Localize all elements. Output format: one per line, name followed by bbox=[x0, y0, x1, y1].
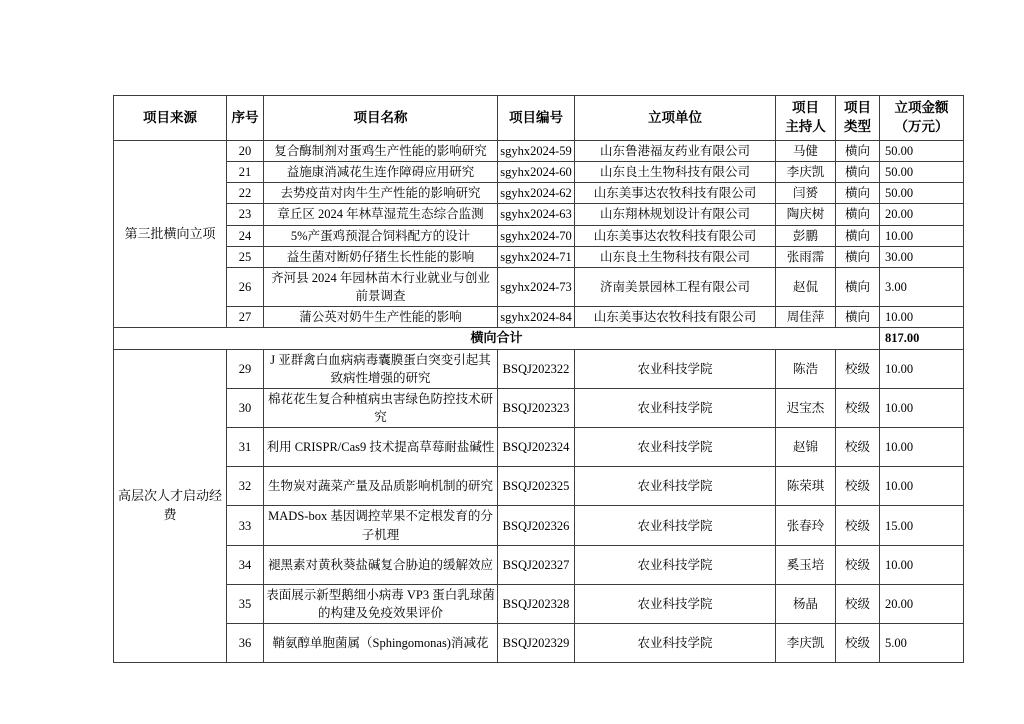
project-type-cell: 横向 bbox=[836, 225, 880, 246]
project-code-cell: sgyhx2024-63 bbox=[498, 204, 575, 225]
project-type-cell: 校级 bbox=[836, 389, 880, 428]
serial-number-cell: 22 bbox=[227, 183, 264, 204]
table-body bbox=[114, 141, 964, 663]
serial-number-cell: 31 bbox=[227, 428, 264, 467]
table-row bbox=[114, 267, 964, 306]
project-leader-cell: 奚玉培 bbox=[776, 545, 836, 584]
approving-unit-cell: 农业科技学院 bbox=[575, 428, 776, 467]
approving-unit-cell: 农业科技学院 bbox=[575, 389, 776, 428]
summary-amount: 817.00 bbox=[880, 328, 964, 350]
approving-unit-cell: 农业科技学院 bbox=[575, 467, 776, 506]
funding-amount-cell: 10.00 bbox=[880, 349, 964, 388]
project-type-cell: 横向 bbox=[836, 204, 880, 225]
funding-amount-cell: 5.00 bbox=[880, 623, 964, 662]
project-type-cell: 横向 bbox=[836, 162, 880, 183]
project-leader-cell: 李庆凯 bbox=[776, 623, 836, 662]
project-name-cell: 鞘氨醇单胞菌属（Sphingomonas)消减花 bbox=[264, 623, 498, 662]
project-name-cell: 棉花花生复合种植病虫害绿色防控技术研究 bbox=[264, 389, 498, 428]
header-row bbox=[114, 96, 964, 141]
header-approving-unit: 立项单位 bbox=[575, 96, 776, 141]
table-row bbox=[114, 506, 964, 545]
project-code-cell: BSQJ202325 bbox=[498, 467, 575, 506]
project-code-cell: BSQJ202327 bbox=[498, 545, 575, 584]
serial-number-cell: 26 bbox=[227, 267, 264, 306]
project-leader-cell: 陶庆树 bbox=[776, 204, 836, 225]
project-type-cell: 校级 bbox=[836, 623, 880, 662]
project-type-cell: 横向 bbox=[836, 307, 880, 328]
funding-amount-cell: 10.00 bbox=[880, 467, 964, 506]
project-code-cell: BSQJ202322 bbox=[498, 349, 575, 388]
table-row bbox=[114, 467, 964, 506]
table-row bbox=[114, 349, 964, 388]
approving-unit-cell: 山东良土生物科技有限公司 bbox=[575, 246, 776, 267]
project-type-cell: 横向 bbox=[836, 183, 880, 204]
project-type-cell: 校级 bbox=[836, 506, 880, 545]
header-project-source: 项目来源 bbox=[114, 96, 227, 141]
serial-number-cell: 36 bbox=[227, 623, 264, 662]
header-project-leader: 项目 主持人 bbox=[776, 96, 836, 141]
header-project-code: 项目编号 bbox=[498, 96, 575, 141]
approving-unit-cell: 山东鲁港福友药业有限公司 bbox=[575, 141, 776, 162]
project-leader-cell: 张春玲 bbox=[776, 506, 836, 545]
project-code-cell: BSQJ202326 bbox=[498, 506, 575, 545]
table-row bbox=[114, 307, 964, 328]
project-code-cell: sgyhx2024-73 bbox=[498, 267, 575, 306]
funding-amount-cell: 50.00 bbox=[880, 162, 964, 183]
project-source-cell: 第三批横向立项 bbox=[114, 141, 227, 328]
serial-number-cell: 20 bbox=[227, 141, 264, 162]
header-project-name: 项目名称 bbox=[264, 96, 498, 141]
serial-number-cell: 27 bbox=[227, 307, 264, 328]
project-type-cell: 横向 bbox=[836, 246, 880, 267]
approving-unit-cell: 山东美事达农牧科技有限公司 bbox=[575, 225, 776, 246]
project-type-cell: 校级 bbox=[836, 428, 880, 467]
project-leader-cell: 迟宝杰 bbox=[776, 389, 836, 428]
header-project-type: 项目 类型 bbox=[836, 96, 880, 141]
approving-unit-cell: 山东美事达农牧科技有限公司 bbox=[575, 307, 776, 328]
header-funding-amount: 立项金额 （万元） bbox=[880, 96, 964, 141]
serial-number-cell: 34 bbox=[227, 545, 264, 584]
project-leader-cell: 李庆凯 bbox=[776, 162, 836, 183]
table-row bbox=[114, 545, 964, 584]
approving-unit-cell: 济南美景园林工程有限公司 bbox=[575, 267, 776, 306]
funding-amount-cell: 10.00 bbox=[880, 307, 964, 328]
project-leader-cell: 杨晶 bbox=[776, 584, 836, 623]
project-source-cell: 高层次人才启动经费 bbox=[114, 349, 227, 662]
table-row bbox=[114, 183, 964, 204]
project-leader-cell: 闫赟 bbox=[776, 183, 836, 204]
funding-amount-cell: 50.00 bbox=[880, 141, 964, 162]
project-leader-cell: 马健 bbox=[776, 141, 836, 162]
approving-unit-cell: 农业科技学院 bbox=[575, 506, 776, 545]
project-code-cell: BSQJ202324 bbox=[498, 428, 575, 467]
projects-table bbox=[113, 95, 964, 663]
project-leader-cell: 陈浩 bbox=[776, 349, 836, 388]
project-leader-cell: 赵锦 bbox=[776, 428, 836, 467]
serial-number-cell: 23 bbox=[227, 204, 264, 225]
approving-unit-cell: 山东美事达农牧科技有限公司 bbox=[575, 183, 776, 204]
project-leader-cell: 彭鹏 bbox=[776, 225, 836, 246]
approving-unit-cell: 农业科技学院 bbox=[575, 623, 776, 662]
project-type-cell: 校级 bbox=[836, 584, 880, 623]
project-name-cell: 益生菌对断奶仔猪生长性能的影响 bbox=[264, 246, 498, 267]
funding-amount-cell: 3.00 bbox=[880, 267, 964, 306]
serial-number-cell: 29 bbox=[227, 349, 264, 388]
funding-amount-cell: 50.00 bbox=[880, 183, 964, 204]
summary-row bbox=[114, 328, 964, 350]
table-row bbox=[114, 162, 964, 183]
table-row bbox=[114, 623, 964, 662]
project-name-cell: 5%产蛋鸡预混合饲料配方的设计 bbox=[264, 225, 498, 246]
project-name-cell: 褪黑素对黄秋葵盐碱复合胁迫的缓解效应 bbox=[264, 545, 498, 584]
project-leader-cell: 张雨霈 bbox=[776, 246, 836, 267]
serial-number-cell: 33 bbox=[227, 506, 264, 545]
table-row bbox=[114, 428, 964, 467]
serial-number-cell: 32 bbox=[227, 467, 264, 506]
project-code-cell: sgyhx2024-71 bbox=[498, 246, 575, 267]
funding-amount-cell: 10.00 bbox=[880, 545, 964, 584]
project-name-cell: 益施康消减花生连作障碍应用研究 bbox=[264, 162, 498, 183]
project-code-cell: sgyhx2024-60 bbox=[498, 162, 575, 183]
header-serial-number: 序号 bbox=[227, 96, 264, 141]
approving-unit-cell: 山东良土生物科技有限公司 bbox=[575, 162, 776, 183]
project-type-cell: 横向 bbox=[836, 267, 880, 306]
project-code-cell: sgyhx2024-62 bbox=[498, 183, 575, 204]
project-name-cell: 章丘区 2024 年林草湿荒生态综合监测 bbox=[264, 204, 498, 225]
approving-unit-cell: 农业科技学院 bbox=[575, 349, 776, 388]
funding-amount-cell: 10.00 bbox=[880, 428, 964, 467]
funding-amount-cell: 10.00 bbox=[880, 225, 964, 246]
project-name-cell: 表面展示新型鹅细小病毒 VP3 蛋白乳球菌的构建及免疫效果评价 bbox=[264, 584, 498, 623]
project-name-cell: 生物炭对蔬菜产量及品质影响机制的研究 bbox=[264, 467, 498, 506]
table-row bbox=[114, 225, 964, 246]
table-row bbox=[114, 246, 964, 267]
serial-number-cell: 21 bbox=[227, 162, 264, 183]
project-type-cell: 校级 bbox=[836, 467, 880, 506]
project-code-cell: BSQJ202329 bbox=[498, 623, 575, 662]
project-code-cell: sgyhx2024-84 bbox=[498, 307, 575, 328]
approving-unit-cell: 农业科技学院 bbox=[575, 584, 776, 623]
project-name-cell: 复合酶制剂对蛋鸡生产性能的影响研究 bbox=[264, 141, 498, 162]
serial-number-cell: 30 bbox=[227, 389, 264, 428]
project-leader-cell: 赵侃 bbox=[776, 267, 836, 306]
summary-label: 横向合计 bbox=[114, 328, 880, 350]
project-code-cell: sgyhx2024-70 bbox=[498, 225, 575, 246]
project-code-cell: BSQJ202328 bbox=[498, 584, 575, 623]
project-code-cell: BSQJ202323 bbox=[498, 389, 575, 428]
funding-amount-cell: 10.00 bbox=[880, 389, 964, 428]
project-name-cell: 齐河县 2024 年园林苗木行业就业与创业前景调查 bbox=[264, 267, 498, 306]
project-code-cell: sgyhx2024-59 bbox=[498, 141, 575, 162]
project-leader-cell: 周佳萍 bbox=[776, 307, 836, 328]
project-name-cell: 去势疫苗对肉牛生产性能的影响研究 bbox=[264, 183, 498, 204]
funding-amount-cell: 30.00 bbox=[880, 246, 964, 267]
project-type-cell: 横向 bbox=[836, 141, 880, 162]
project-type-cell: 校级 bbox=[836, 349, 880, 388]
table-row bbox=[114, 584, 964, 623]
project-leader-cell: 陈荣琪 bbox=[776, 467, 836, 506]
approving-unit-cell: 农业科技学院 bbox=[575, 545, 776, 584]
table-row bbox=[114, 204, 964, 225]
project-name-cell: 利用 CRISPR/Cas9 技术提高草莓耐盐碱性 bbox=[264, 428, 498, 467]
serial-number-cell: 35 bbox=[227, 584, 264, 623]
project-name-cell: 蒲公英对奶牛生产性能的影响 bbox=[264, 307, 498, 328]
table-header bbox=[114, 96, 964, 141]
funding-amount-cell: 15.00 bbox=[880, 506, 964, 545]
table-row bbox=[114, 389, 964, 428]
table-row bbox=[114, 141, 964, 162]
project-name-cell: J 亚群禽白血病病毒囊膜蛋白突变引起其致病性增强的研究 bbox=[264, 349, 498, 388]
project-name-cell: MADS-box 基因调控苹果不定根发育的分子机理 bbox=[264, 506, 498, 545]
project-type-cell: 校级 bbox=[836, 545, 880, 584]
approving-unit-cell: 山东翔林规划设计有限公司 bbox=[575, 204, 776, 225]
funding-amount-cell: 20.00 bbox=[880, 584, 964, 623]
serial-number-cell: 24 bbox=[227, 225, 264, 246]
funding-amount-cell: 20.00 bbox=[880, 204, 964, 225]
serial-number-cell: 25 bbox=[227, 246, 264, 267]
